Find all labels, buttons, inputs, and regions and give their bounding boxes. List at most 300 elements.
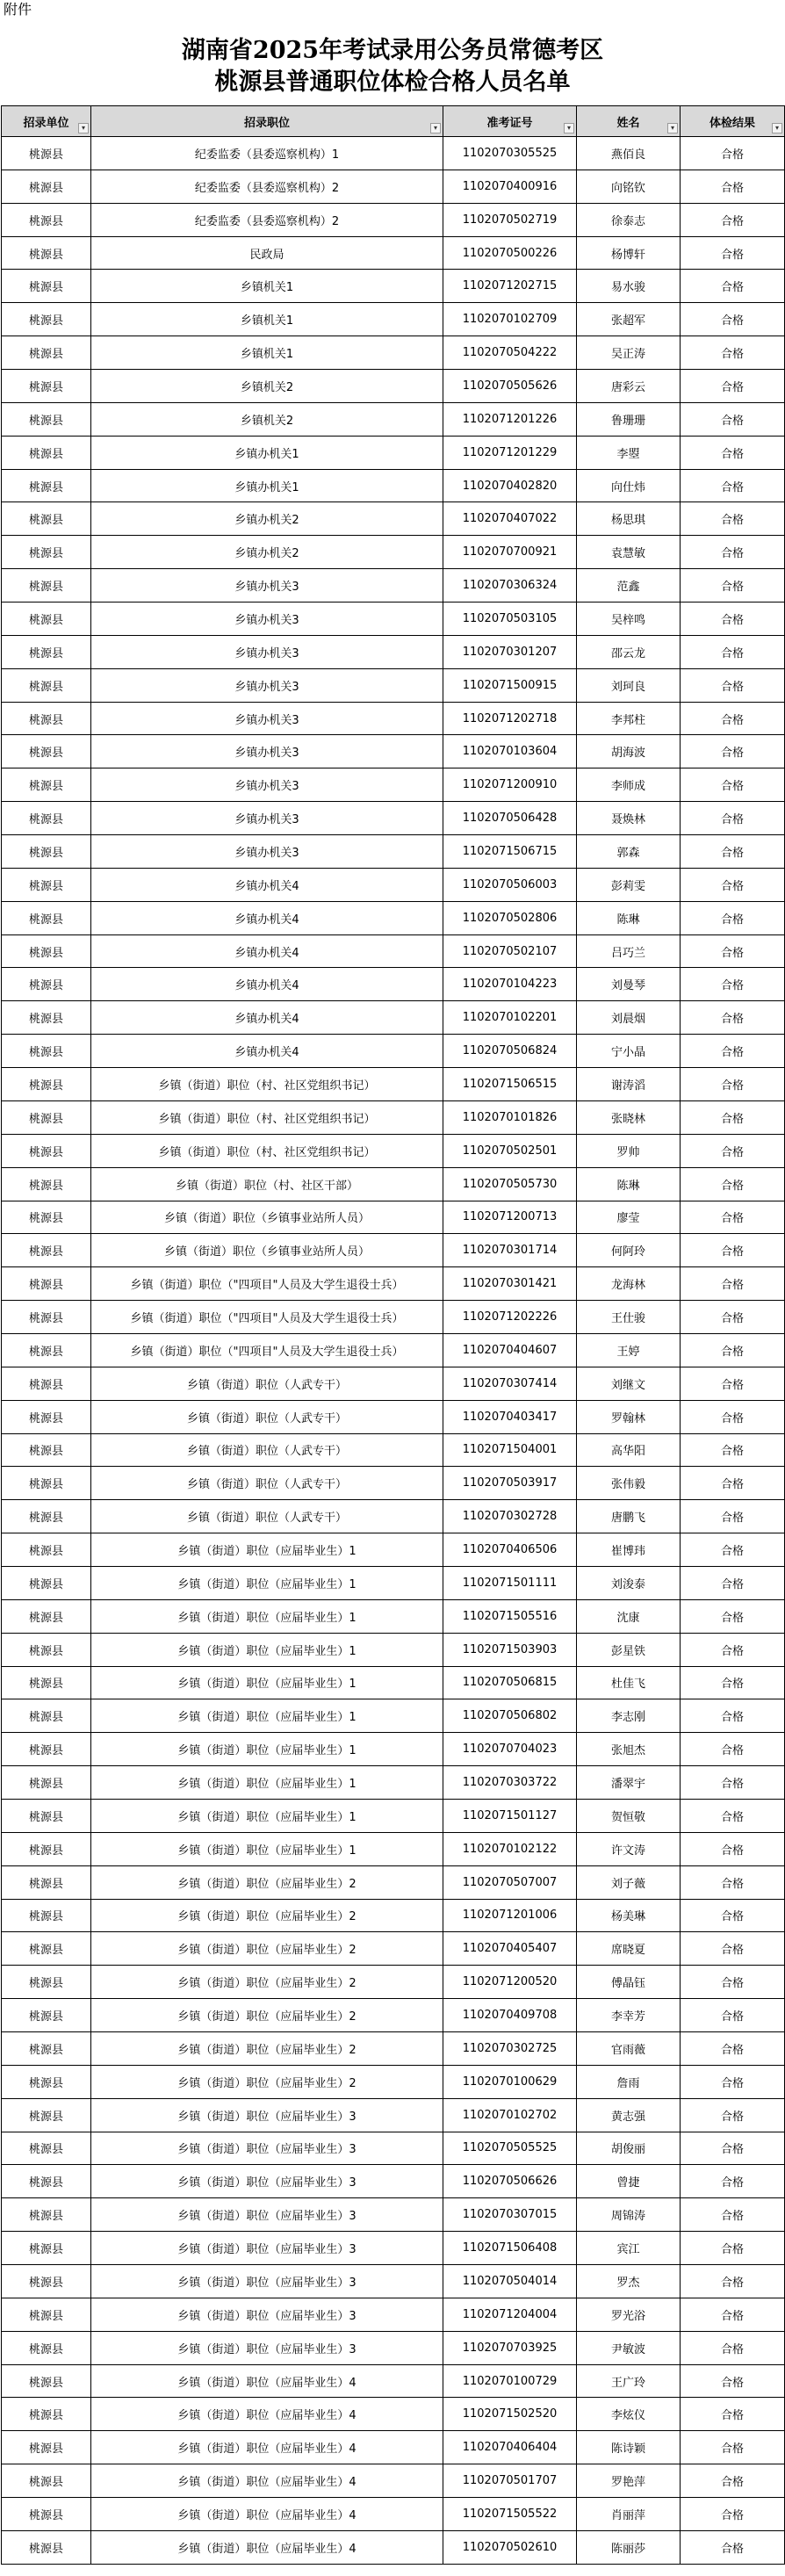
cell-name: 吴正涛	[577, 336, 681, 370]
cell-name: 罗帅	[577, 1134, 681, 1167]
cell-name: 潘翠宇	[577, 1766, 681, 1800]
table-row	[2, 1100, 785, 1134]
cell-exam-number: 1102070102709	[443, 303, 577, 336]
cell-exam-number: 1102070301421	[443, 1267, 577, 1301]
cell-unit: 桃源县	[2, 2265, 91, 2298]
cell-position: 乡镇（街道）职位（乡镇事业站所人员）	[91, 1201, 443, 1234]
table-row	[2, 137, 785, 170]
cell-position: 乡镇（街道）职位（应届毕业生）1	[91, 1533, 443, 1567]
table-row	[2, 1599, 785, 1633]
table-row	[2, 2232, 785, 2265]
cell-unit: 桃源县	[2, 1666, 91, 1699]
cell-result: 合格	[681, 1566, 785, 1599]
cell-result: 合格	[681, 802, 785, 835]
cell-position: 纪委监委（县委巡察机构）1	[91, 137, 443, 170]
table-row	[2, 336, 785, 370]
table-row	[2, 402, 785, 436]
cell-unit: 桃源县	[2, 1333, 91, 1367]
cell-position: 乡镇（街道）职位（应届毕业生）3	[91, 2232, 443, 2265]
cell-result: 合格	[681, 170, 785, 203]
cell-name: 杨美琳	[577, 1899, 681, 1932]
cell-unit: 桃源县	[2, 170, 91, 203]
cell-result: 合格	[681, 1865, 785, 1899]
cell-exam-number: 1102071201006	[443, 1899, 577, 1932]
table-row	[2, 536, 785, 569]
cell-result: 合格	[681, 1932, 785, 1966]
cell-unit: 桃源县	[2, 835, 91, 869]
cell-result: 合格	[681, 1167, 785, 1201]
table-row	[2, 2298, 785, 2331]
cell-name: 傅晶钰	[577, 1966, 681, 1999]
cell-position: 乡镇办机关4	[91, 868, 443, 901]
cell-unit: 桃源县	[2, 1932, 91, 1966]
cell-exam-number: 1102070500226	[443, 236, 577, 270]
cell-unit: 桃源县	[2, 868, 91, 901]
header-result	[681, 106, 785, 137]
cell-result: 合格	[681, 1234, 785, 1267]
cell-exam-number: 1102071501127	[443, 1799, 577, 1832]
cell-exam-number: 1102070100629	[443, 2065, 577, 2098]
cell-exam-number: 1102070101826	[443, 1100, 577, 1134]
cell-exam-number: 1102070100729	[443, 2364, 577, 2398]
table-row	[2, 2165, 785, 2198]
cell-exam-number: 1102071200713	[443, 1201, 577, 1234]
cell-result: 合格	[681, 1001, 785, 1035]
cell-position: 乡镇（街道）职位（应届毕业生）1	[91, 1832, 443, 1865]
cell-unit: 桃源县	[2, 303, 91, 336]
cell-position: 乡镇（街道）职位（村、社区党组织书记）	[91, 1134, 443, 1167]
table-row	[2, 1467, 785, 1500]
cell-result: 合格	[681, 1699, 785, 1733]
cell-result: 合格	[681, 2198, 785, 2232]
cell-result: 合格	[681, 2498, 785, 2531]
cell-unit: 桃源县	[2, 1467, 91, 1500]
cell-unit: 桃源县	[2, 1733, 91, 1766]
cell-exam-number: 1102070504014	[443, 2265, 577, 2298]
cell-unit: 桃源县	[2, 1201, 91, 1234]
cell-name: 唐鹏飞	[577, 1500, 681, 1533]
cell-exam-number: 1102070506003	[443, 868, 577, 901]
cell-name: 廖莹	[577, 1201, 681, 1234]
table-row	[2, 1400, 785, 1433]
filter-dropdown-icon[interactable]: ▾	[667, 123, 678, 133]
table-row	[2, 635, 785, 668]
cell-result: 合格	[681, 1766, 785, 1800]
cell-position: 乡镇（街道）职位（应届毕业生）3	[91, 2298, 443, 2331]
cell-exam-number: 1102070104223	[443, 968, 577, 1001]
header-row	[2, 106, 785, 137]
cell-unit: 桃源县	[2, 2331, 91, 2364]
cell-name: 范鑫	[577, 569, 681, 603]
table-row	[2, 668, 785, 702]
table-row	[2, 2530, 785, 2564]
cell-result: 合格	[681, 1100, 785, 1134]
cell-result: 合格	[681, 370, 785, 403]
cell-result: 合格	[681, 934, 785, 968]
cell-name: 袁慧敏	[577, 536, 681, 569]
cell-exam-number: 1102070504222	[443, 336, 577, 370]
table-row	[2, 934, 785, 968]
table-row	[2, 1932, 785, 1966]
cell-position: 纪委监委（县委巡察机构）2	[91, 203, 443, 236]
table-row	[2, 2031, 785, 2065]
cell-result: 合格	[681, 402, 785, 436]
cell-position: 乡镇（街道）职位（应届毕业生）1	[91, 1766, 443, 1800]
cell-exam-number: 1102070301207	[443, 635, 577, 668]
cell-result: 合格	[681, 1633, 785, 1666]
cell-result: 合格	[681, 270, 785, 303]
table-row	[2, 1001, 785, 1035]
cell-exam-number: 1102070506824	[443, 1035, 577, 1068]
cell-unit: 桃源县	[2, 1068, 91, 1101]
cell-result: 合格	[681, 2298, 785, 2331]
cell-unit: 桃源县	[2, 2464, 91, 2498]
cell-name: 李师成	[577, 768, 681, 802]
cell-position: 乡镇机关1	[91, 270, 443, 303]
cell-result: 合格	[681, 968, 785, 1001]
cell-unit: 桃源县	[2, 1633, 91, 1666]
cell-exam-number: 1102070301714	[443, 1234, 577, 1267]
cell-position: 乡镇办机关1	[91, 436, 443, 469]
cell-position: 乡镇办机关4	[91, 1035, 443, 1068]
table-row	[2, 303, 785, 336]
cell-position: 乡镇机关1	[91, 303, 443, 336]
cell-name: 王仕骏	[577, 1301, 681, 1334]
table-row	[2, 1865, 785, 1899]
cell-unit: 桃源县	[2, 1301, 91, 1334]
cell-exam-number: 1102071506408	[443, 2232, 577, 2265]
cell-result: 合格	[681, 2398, 785, 2431]
cell-position: 乡镇办机关2	[91, 536, 443, 569]
cell-position: 纪委监委（县委巡察机构）2	[91, 170, 443, 203]
attachment-label: 附件	[4, 1, 32, 18]
cell-exam-number: 1102071201226	[443, 402, 577, 436]
cell-unit: 桃源县	[2, 2031, 91, 2065]
filter-dropdown-icon[interactable]: ▾	[430, 123, 441, 133]
cell-exam-number: 1102070404607	[443, 1333, 577, 1367]
cell-exam-number: 1102070700921	[443, 536, 577, 569]
table-row	[2, 170, 785, 203]
cell-name: 陈丽莎	[577, 2530, 681, 2564]
table-row	[2, 436, 785, 469]
cell-exam-number: 1102070502107	[443, 934, 577, 968]
cell-exam-number: 1102070505730	[443, 1167, 577, 1201]
cell-position: 乡镇（街道）职位（应届毕业生）4	[91, 2431, 443, 2464]
cell-name: 李幸芳	[577, 1999, 681, 2032]
cell-unit: 桃源县	[2, 1400, 91, 1433]
table-row	[2, 2198, 785, 2232]
cell-name: 罗艳萍	[577, 2464, 681, 2498]
cell-exam-number: 1102071506515	[443, 1068, 577, 1101]
cell-unit: 桃源县	[2, 536, 91, 569]
cell-unit: 桃源县	[2, 370, 91, 403]
cell-name: 张伟毅	[577, 1467, 681, 1500]
cell-unit: 桃源县	[2, 2530, 91, 2564]
cell-result: 合格	[681, 1400, 785, 1433]
cell-name: 何阿玲	[577, 1234, 681, 1267]
cell-result: 合格	[681, 1966, 785, 1999]
cell-name: 鲁珊珊	[577, 402, 681, 436]
table-row	[2, 901, 785, 934]
cell-position: 乡镇（街道）职位（应届毕业生）1	[91, 1699, 443, 1733]
cell-position: 乡镇（街道）职位（应届毕业生）2	[91, 2065, 443, 2098]
cell-position: 乡镇办机关1	[91, 469, 443, 502]
cell-unit: 桃源县	[2, 934, 91, 968]
cell-name: 宾江	[577, 2232, 681, 2265]
cell-position: 乡镇机关1	[91, 336, 443, 370]
table-row	[2, 1367, 785, 1400]
cell-name: 周锦涛	[577, 2198, 681, 2232]
cell-position: 乡镇（街道）职位（应届毕业生）1	[91, 1566, 443, 1599]
cell-name: 张超军	[577, 303, 681, 336]
cell-position: 乡镇（街道）职位（人武专干）	[91, 1433, 443, 1467]
filter-dropdown-icon[interactable]: ▾	[772, 123, 782, 133]
cell-name: 罗光浴	[577, 2298, 681, 2331]
header-position	[91, 106, 443, 137]
cell-unit: 桃源县	[2, 2198, 91, 2232]
cell-result: 合格	[681, 1035, 785, 1068]
cell-result: 合格	[681, 1533, 785, 1567]
cell-exam-number: 1102070503917	[443, 1467, 577, 1500]
table-row	[2, 502, 785, 536]
cell-name: 李志刚	[577, 1699, 681, 1733]
cell-unit: 桃源县	[2, 735, 91, 768]
cell-result: 合格	[681, 2165, 785, 2198]
results-table	[1, 105, 785, 2565]
table-row	[2, 569, 785, 603]
cell-unit: 桃源县	[2, 1500, 91, 1533]
cell-unit: 桃源县	[2, 236, 91, 270]
table-row	[2, 768, 785, 802]
cell-exam-number: 1102070506428	[443, 802, 577, 835]
cell-result: 合格	[681, 1068, 785, 1101]
cell-name: 彭莉雯	[577, 868, 681, 901]
cell-unit: 桃源县	[2, 968, 91, 1001]
cell-exam-number: 1102071204004	[443, 2298, 577, 2331]
cell-position: 乡镇（街道）职位（应届毕业生）1	[91, 1666, 443, 1699]
table-row	[2, 1666, 785, 1699]
cell-position: 乡镇（街道）职位（人武专干）	[91, 1467, 443, 1500]
cell-position: 乡镇（街道）职位（人武专干）	[91, 1500, 443, 1533]
cell-exam-number: 1102071504001	[443, 1433, 577, 1467]
cell-name: 刘晨烟	[577, 1001, 681, 1035]
table-row	[2, 469, 785, 502]
cell-result: 合格	[681, 635, 785, 668]
cell-exam-number: 1102070506802	[443, 1699, 577, 1733]
cell-result: 合格	[681, 1500, 785, 1533]
cell-position: 乡镇办机关2	[91, 502, 443, 536]
filter-dropdown-icon[interactable]: ▾	[564, 123, 574, 133]
table-row	[2, 1267, 785, 1301]
cell-result: 合格	[681, 2098, 785, 2132]
cell-result: 合格	[681, 1267, 785, 1301]
cell-exam-number: 1102070303722	[443, 1766, 577, 1800]
table-row	[2, 802, 785, 835]
cell-name: 黄志强	[577, 2098, 681, 2132]
table-row	[2, 1766, 785, 1800]
cell-exam-number: 1102070400916	[443, 170, 577, 203]
cell-position: 乡镇（街道）职位（应届毕业生）2	[91, 1932, 443, 1966]
cell-name: 向仕炜	[577, 469, 681, 502]
cell-unit: 桃源县	[2, 1766, 91, 1800]
cell-result: 合格	[681, 2364, 785, 2398]
cell-exam-number: 1102070306324	[443, 569, 577, 603]
cell-name: 罗杰	[577, 2265, 681, 2298]
cell-unit: 桃源县	[2, 2398, 91, 2431]
cell-exam-number: 1102070506626	[443, 2165, 577, 2198]
cell-exam-number: 1102070406506	[443, 1533, 577, 1567]
cell-name: 郭森	[577, 835, 681, 869]
cell-name: 李炫仪	[577, 2398, 681, 2431]
cell-name: 詹雨	[577, 2065, 681, 2098]
cell-unit: 桃源县	[2, 1966, 91, 1999]
cell-exam-number: 1102070406404	[443, 2431, 577, 2464]
cell-name: 李曌	[577, 436, 681, 469]
table-row	[2, 1433, 785, 1467]
cell-unit: 桃源县	[2, 203, 91, 236]
cell-unit: 桃源县	[2, 569, 91, 603]
cell-exam-number: 1102070302725	[443, 2031, 577, 2065]
cell-name: 肖丽萍	[577, 2498, 681, 2531]
cell-position: 乡镇（街道）职位（应届毕业生）4	[91, 2398, 443, 2431]
cell-result: 合格	[681, 1333, 785, 1367]
cell-result: 合格	[681, 469, 785, 502]
cell-result: 合格	[681, 236, 785, 270]
cell-name: 罗翰林	[577, 1400, 681, 1433]
table-row	[2, 370, 785, 403]
cell-result: 合格	[681, 702, 785, 735]
cell-exam-number: 1102071501111	[443, 1566, 577, 1599]
cell-unit: 桃源县	[2, 668, 91, 702]
cell-position: 乡镇办机关3	[91, 702, 443, 735]
cell-position: 乡镇（街道）职位（"四项目"人员及大学生退役士兵）	[91, 1333, 443, 1367]
cell-position: 乡镇（街道）职位（应届毕业生）3	[91, 2132, 443, 2165]
cell-exam-number: 1102070403417	[443, 1400, 577, 1433]
cell-exam-number: 1102070703925	[443, 2331, 577, 2364]
cell-name: 宁小晶	[577, 1035, 681, 1068]
table-row	[2, 2398, 785, 2431]
cell-position: 乡镇办机关3	[91, 569, 443, 603]
cell-position: 乡镇机关2	[91, 370, 443, 403]
table-row	[2, 868, 785, 901]
cell-name: 高华阳	[577, 1433, 681, 1467]
cell-unit: 桃源县	[2, 1100, 91, 1134]
cell-exam-number: 1102070402820	[443, 469, 577, 502]
cell-unit: 桃源县	[2, 2498, 91, 2531]
cell-position: 乡镇（街道）职位（人武专干）	[91, 1400, 443, 1433]
cell-result: 合格	[681, 303, 785, 336]
table-row	[2, 2431, 785, 2464]
cell-result: 合格	[681, 1999, 785, 2032]
cell-name: 陈琳	[577, 901, 681, 934]
cell-position: 乡镇办机关4	[91, 968, 443, 1001]
cell-unit: 桃源县	[2, 1134, 91, 1167]
cell-result: 合格	[681, 1467, 785, 1500]
cell-unit: 桃源县	[2, 1035, 91, 1068]
cell-result: 合格	[681, 137, 785, 170]
cell-position: 乡镇办机关3	[91, 802, 443, 835]
table-row	[2, 2498, 785, 2531]
header-position-label: 招录职位	[243, 116, 290, 130]
header-unit	[2, 106, 91, 137]
filter-dropdown-icon[interactable]: ▾	[78, 123, 89, 133]
document-title-line1: 湖南省2025年考试录用公务员常德考区	[181, 37, 604, 64]
table-row	[2, 1966, 785, 1999]
header-exam-number	[443, 106, 577, 137]
cell-position: 乡镇（街道）职位（应届毕业生）2	[91, 1899, 443, 1932]
cell-position: 乡镇办机关3	[91, 735, 443, 768]
cell-exam-number: 1102070507007	[443, 1865, 577, 1899]
table-row	[2, 1167, 785, 1201]
cell-name: 杨博轩	[577, 236, 681, 270]
cell-unit: 桃源县	[2, 502, 91, 536]
cell-unit: 桃源县	[2, 1899, 91, 1932]
cell-exam-number: 1102070102702	[443, 2098, 577, 2132]
cell-exam-number: 1102070307414	[443, 1367, 577, 1400]
cell-position: 乡镇办机关4	[91, 1001, 443, 1035]
cell-position: 乡镇（街道）职位（应届毕业生）1	[91, 1633, 443, 1666]
cell-name: 李邦柱	[577, 702, 681, 735]
cell-result: 合格	[681, 2265, 785, 2298]
cell-name: 杜佳飞	[577, 1666, 681, 1699]
cell-unit: 桃源县	[2, 2364, 91, 2398]
cell-result: 合格	[681, 1733, 785, 1766]
cell-unit: 桃源县	[2, 1832, 91, 1865]
cell-position: 乡镇（街道）职位（应届毕业生）4	[91, 2498, 443, 2531]
table-row	[2, 1301, 785, 1334]
cell-exam-number: 1102071200520	[443, 1966, 577, 1999]
cell-unit: 桃源县	[2, 2298, 91, 2331]
cell-result: 合格	[681, 436, 785, 469]
cell-unit: 桃源县	[2, 1533, 91, 1567]
cell-result: 合格	[681, 1899, 785, 1932]
cell-result: 合格	[681, 1134, 785, 1167]
document-title-line2: 桃源县普通职位体检合格人员名单	[214, 69, 571, 96]
table-row	[2, 2132, 785, 2165]
cell-unit: 桃源县	[2, 1699, 91, 1733]
cell-position: 乡镇（街道）职位（村、社区党组织书记）	[91, 1068, 443, 1101]
cell-exam-number: 1102070502806	[443, 901, 577, 934]
cell-position: 乡镇办机关3	[91, 768, 443, 802]
cell-exam-number: 1102070502610	[443, 2530, 577, 2564]
table-row	[2, 1333, 785, 1367]
cell-name: 席晓夏	[577, 1932, 681, 1966]
cell-result: 合格	[681, 2132, 785, 2165]
table-header	[2, 106, 785, 137]
cell-exam-number: 1102070502501	[443, 1134, 577, 1167]
cell-position: 乡镇（街道）职位（应届毕业生）1	[91, 1599, 443, 1633]
cell-unit: 桃源县	[2, 1267, 91, 1301]
table-row	[2, 1035, 785, 1068]
cell-unit: 桃源县	[2, 2431, 91, 2464]
cell-position: 乡镇（街道）职位（应届毕业生）2	[91, 1865, 443, 1899]
cell-exam-number: 1102071505516	[443, 1599, 577, 1633]
table-row	[2, 968, 785, 1001]
cell-name: 张旭杰	[577, 1733, 681, 1766]
cell-exam-number: 1102071202718	[443, 702, 577, 735]
cell-exam-number: 1102071505522	[443, 2498, 577, 2531]
cell-result: 合格	[681, 668, 785, 702]
cell-result: 合格	[681, 1201, 785, 1234]
cell-unit: 桃源县	[2, 901, 91, 934]
header-unit-label: 招录单位	[23, 116, 69, 130]
table-row	[2, 1633, 785, 1666]
cell-name: 胡海波	[577, 735, 681, 768]
cell-result: 合格	[681, 2464, 785, 2498]
cell-unit: 桃源县	[2, 1001, 91, 1035]
cell-position: 乡镇办机关3	[91, 835, 443, 869]
cell-position: 乡镇（街道）职位（村、社区党组织书记）	[91, 1100, 443, 1134]
